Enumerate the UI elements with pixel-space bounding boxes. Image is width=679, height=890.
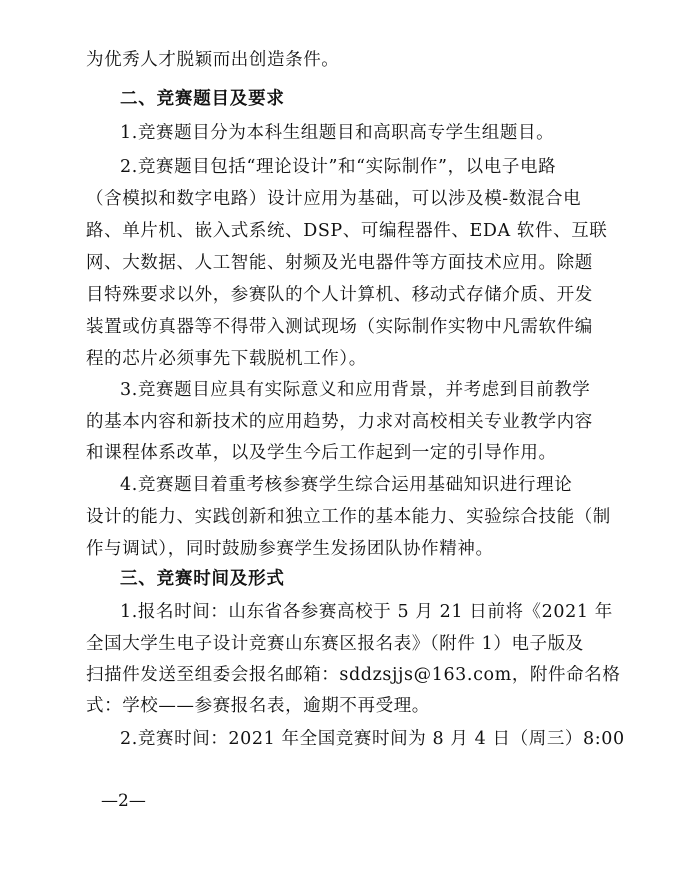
section-heading: 三、竞赛时间及形式 (120, 569, 285, 589)
paragraph-line: 全国大学生电子设计竞赛山东赛区报名表》（附件 1）电子版及 (86, 634, 584, 654)
paragraph-line: 程的芯片必须事先下载脱机工作）。 (86, 349, 367, 369)
paragraph-line: 作与调试），同时鼓励参赛学生发扬团队协作精神。 (86, 539, 494, 559)
paragraph-line: 1.报名时间：山东省各参赛高校于 5 月 21 日前将《2021 年 (120, 602, 613, 622)
paragraph-line: 4.竞赛题目着重考核参赛学生综合运用基础知识进行理论 (120, 475, 573, 495)
paragraph-line: 网、大数据、人工智能、射频及光电器件等方面技术应用。除题 (86, 253, 593, 273)
paragraph-line: 式：学校——参赛报名表，逾期不再受理。 (86, 696, 430, 716)
paragraph-line: 的基本内容和新技术的应用趋势，力求对高校相关专业教学内容 (86, 412, 593, 432)
paragraph-line: 2.竞赛时间：2021 年全国竞赛时间为 8 月 4 日（周三）8:00 (120, 729, 625, 749)
paragraph-line: 扫描件发送至组委会报名邮箱：sddzsjjs@163.com，附件命名格 (86, 665, 621, 685)
paragraph-line: 目特殊要求以外，参赛队的个人计算机、移动式存储介质、开发 (86, 285, 593, 305)
section-heading: 二、竞赛题目及要求 (120, 89, 285, 109)
paragraph-line: 和课程体系改革，以及学生今后工作起到一定的引导作用。 (86, 443, 557, 463)
paragraph-line: 2.竞赛题目包括“理论设计”和“实际制作”，以电子电路 (120, 157, 557, 177)
paragraph-line: 3.竞赛题目应具有实际意义和应用背景，并考虑到目前教学 (120, 380, 591, 400)
paragraph-line: 路、单片机、嵌入式系统、DSP、可编程器件、EDA 软件、互联 (86, 221, 608, 241)
page-number: —2— (101, 791, 146, 811)
paragraph-line: 装置或仿真器等不得带入测试现场（实际制作实物中凡需软件编 (86, 317, 593, 337)
paragraph-line: 设计的能力、实践创新和独立工作的基本能力、实验综合技能（制 (86, 507, 611, 527)
paragraph-line: 1.竞赛题目分为本科生组题目和高职高专学生组题目。 (120, 123, 555, 143)
paragraph-line: （含模拟和数字电路）设计应用为基础，可以涉及模-数混合电 (86, 189, 582, 209)
paragraph-line: 为优秀人才脱颖而出创造条件。 (86, 50, 340, 70)
